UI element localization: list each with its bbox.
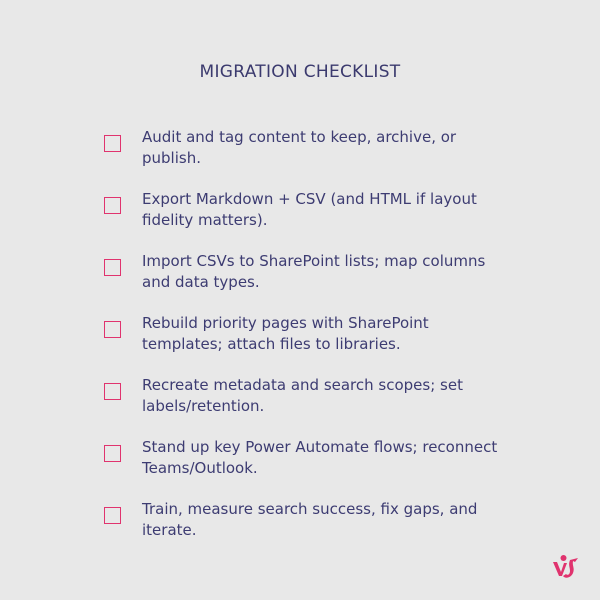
checkbox[interactable] (104, 197, 121, 214)
brand-logo-icon (551, 552, 581, 582)
checklist-item (104, 437, 504, 499)
checkbox[interactable] (104, 507, 121, 524)
checkbox[interactable] (104, 321, 121, 338)
checklist-item (104, 375, 504, 437)
checklist-item-label: Train, measure search success, fix gaps, and iterate. (142, 500, 478, 539)
checklist-item (104, 313, 504, 375)
checklist-item-label: Recreate metadata and search scopes; set labels/retention. (142, 376, 463, 415)
checklist-item (104, 189, 504, 251)
checklist-item-label: Stand up key Power Automate flows; reconnect Teams/Outlook. (142, 438, 498, 477)
checklist-item (104, 251, 504, 313)
checkbox[interactable] (104, 383, 121, 400)
checklist-item-label: Rebuild priority pages with SharePoint templates; attach files to libraries. (142, 314, 429, 353)
checklist-item (104, 499, 504, 561)
checkbox[interactable] (104, 445, 121, 462)
checklist-item (104, 127, 504, 189)
checklist (104, 127, 504, 561)
checklist-item-label: Export Markdown + CSV (and HTML if layout fidelity matters). (142, 190, 477, 229)
checklist-item-label: Import CSVs to SharePoint lists; map columns and data types. (142, 252, 486, 291)
checkbox[interactable] (104, 259, 121, 276)
checklist-item-label: Audit and tag content to keep, archive, or publish. (142, 128, 457, 167)
checkbox[interactable] (104, 135, 121, 152)
page-title: MIGRATION CHECKLIST (199, 62, 401, 82)
